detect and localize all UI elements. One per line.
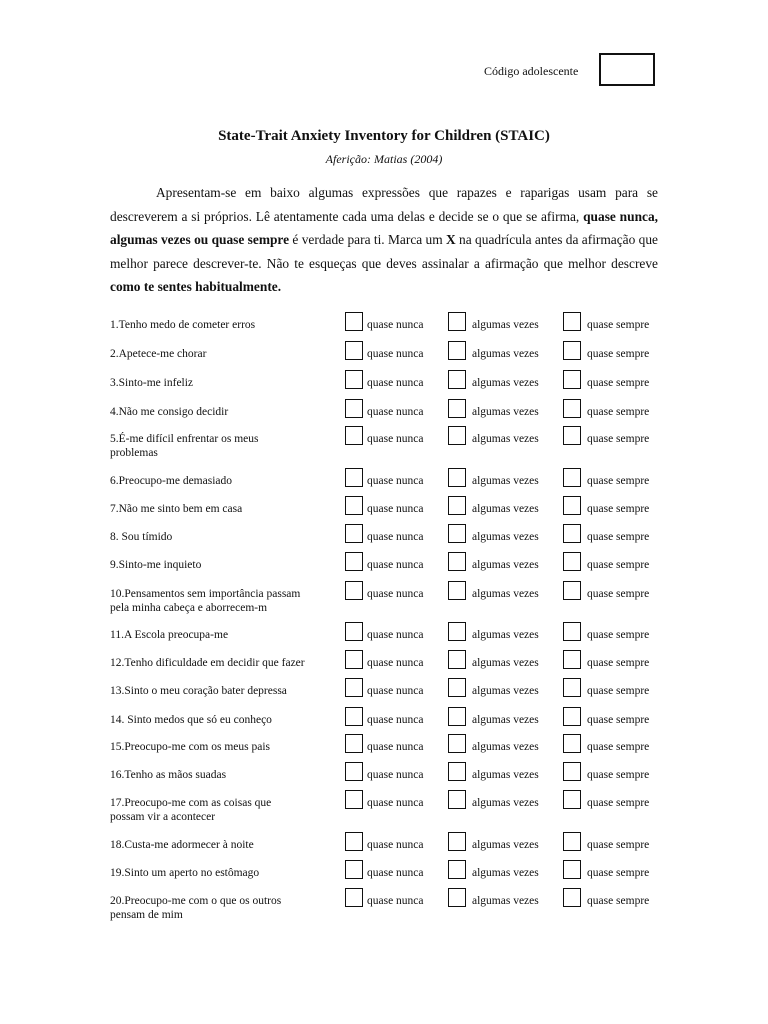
option-label-quase-nunca: quase nunca bbox=[367, 769, 424, 781]
questionnaire-item bbox=[110, 684, 670, 714]
checkbox-algumas-vezes[interactable] bbox=[448, 707, 466, 726]
option-label-algumas-vezes: algumas vezes bbox=[472, 588, 539, 600]
checkbox-algumas-vezes[interactable] bbox=[448, 552, 466, 571]
checkbox-algumas-vezes[interactable] bbox=[448, 312, 466, 331]
item-text-line1: 19.Sinto um aperto no estômago bbox=[110, 867, 260, 879]
checkbox-quase-nunca[interactable] bbox=[345, 426, 363, 445]
item-text-line1: 13.Sinto o meu coração bater depressa bbox=[110, 685, 287, 697]
option-label-algumas-vezes: algumas vezes bbox=[472, 839, 539, 851]
checkbox-quase-sempre[interactable] bbox=[563, 707, 581, 726]
item-text-line2: pensam de mim bbox=[110, 909, 183, 921]
checkbox-algumas-vezes[interactable] bbox=[448, 370, 466, 389]
questionnaire-item bbox=[110, 318, 670, 348]
questionnaire-item bbox=[110, 796, 670, 826]
option-label-algumas-vezes: algumas vezes bbox=[472, 348, 539, 360]
checkbox-quase-sempre[interactable] bbox=[563, 552, 581, 571]
checkbox-quase-sempre[interactable] bbox=[563, 832, 581, 851]
option-label-quase-sempre: quase sempre bbox=[587, 433, 650, 445]
option-label-quase-nunca: quase nunca bbox=[367, 475, 424, 487]
checkbox-quase-sempre[interactable] bbox=[563, 650, 581, 669]
checkbox-algumas-vezes[interactable] bbox=[448, 734, 466, 753]
option-label-quase-nunca: quase nunca bbox=[367, 839, 424, 851]
option-label-algumas-vezes: algumas vezes bbox=[472, 503, 539, 515]
item-text-line1: 9.Sinto-me inquieto bbox=[110, 559, 202, 571]
checkbox-quase-nunca[interactable] bbox=[345, 496, 363, 515]
item-text bbox=[110, 474, 342, 488]
option-label-quase-nunca: quase nunca bbox=[367, 895, 424, 907]
item-text bbox=[110, 838, 342, 852]
questionnaire-item bbox=[110, 587, 670, 617]
option-label-quase-nunca: quase nunca bbox=[367, 377, 424, 389]
item-text bbox=[110, 432, 342, 460]
option-label-algumas-vezes: algumas vezes bbox=[472, 629, 539, 641]
option-label-quase-sempre: quase sempre bbox=[587, 741, 650, 753]
item-text-line2: possam vir a acontecer bbox=[110, 811, 216, 823]
checkbox-quase-nunca[interactable] bbox=[345, 650, 363, 669]
item-text bbox=[110, 405, 342, 419]
instructions-bold-3: como te sentes habitualmente. bbox=[110, 279, 282, 294]
checkbox-algumas-vezes[interactable] bbox=[448, 762, 466, 781]
item-text-line1: 8. Sou tímido bbox=[110, 531, 173, 543]
option-label-quase-sempre: quase sempre bbox=[587, 714, 650, 726]
questionnaire-item bbox=[110, 628, 670, 658]
item-text-line1: 11.A Escola preocupa-me bbox=[110, 629, 229, 641]
checkbox-algumas-vezes[interactable] bbox=[448, 832, 466, 851]
checkbox-quase-sempre[interactable] bbox=[563, 678, 581, 697]
checkbox-quase-nunca[interactable] bbox=[345, 312, 363, 331]
option-label-quase-sempre: quase sempre bbox=[587, 839, 650, 851]
instructions-bold-1: quase nunca, algumas vezes ou quase sempre bbox=[110, 208, 659, 247]
checkbox-algumas-vezes[interactable] bbox=[448, 341, 466, 360]
questionnaire-item bbox=[110, 713, 670, 743]
checkbox-quase-sempre[interactable] bbox=[563, 341, 581, 360]
option-label-quase-nunca: quase nunca bbox=[367, 319, 424, 331]
option-label-quase-sempre: quase sempre bbox=[587, 319, 650, 331]
checkbox-quase-sempre[interactable] bbox=[563, 524, 581, 543]
checkbox-quase-nunca[interactable] bbox=[345, 622, 363, 641]
item-text bbox=[110, 740, 342, 754]
checkbox-quase-nunca[interactable] bbox=[345, 399, 363, 418]
option-label-quase-sempre: quase sempre bbox=[587, 531, 650, 543]
questionnaire-item bbox=[110, 656, 670, 686]
item-text bbox=[110, 530, 342, 544]
option-label-quase-nunca: quase nunca bbox=[367, 559, 424, 571]
checkbox-quase-nunca[interactable] bbox=[345, 888, 363, 907]
checkbox-quase-nunca[interactable] bbox=[345, 370, 363, 389]
item-text-line1: 15.Preocupo-me com os meus pais bbox=[110, 741, 271, 753]
item-text-line1: 1.Tenho medo de cometer erros bbox=[110, 319, 256, 331]
checkbox-quase-nunca[interactable] bbox=[345, 860, 363, 879]
option-label-quase-nunca: quase nunca bbox=[367, 741, 424, 753]
checkbox-algumas-vezes[interactable] bbox=[448, 496, 466, 515]
item-text-line1: 12.Tenho dificuldade em decidir que fazer bbox=[110, 657, 305, 669]
questionnaire-item bbox=[110, 740, 670, 770]
checkbox-quase-nunca[interactable] bbox=[345, 341, 363, 360]
option-label-algumas-vezes: algumas vezes bbox=[472, 797, 539, 809]
code-input-box[interactable] bbox=[599, 53, 655, 86]
checkbox-quase-sempre[interactable] bbox=[563, 734, 581, 753]
checkbox-quase-sempre[interactable] bbox=[563, 312, 581, 331]
option-label-algumas-vezes: algumas vezes bbox=[472, 685, 539, 697]
item-text-line1: 6.Preocupo-me demasiado bbox=[110, 475, 232, 487]
option-label-algumas-vezes: algumas vezes bbox=[472, 741, 539, 753]
item-text bbox=[110, 768, 342, 782]
checkbox-quase-sempre[interactable] bbox=[563, 426, 581, 445]
option-label-quase-nunca: quase nunca bbox=[367, 348, 424, 360]
item-text bbox=[110, 502, 342, 516]
item-text-line1: 14. Sinto medos que só eu conheço bbox=[110, 714, 272, 726]
option-label-quase-nunca: quase nunca bbox=[367, 531, 424, 543]
questionnaire-item bbox=[110, 502, 670, 532]
checkbox-quase-nunca[interactable] bbox=[345, 524, 363, 543]
item-text bbox=[110, 558, 342, 572]
questionnaire-item bbox=[110, 530, 670, 560]
item-text-line1: 7.Não me sinto bem em casa bbox=[110, 503, 243, 515]
option-label-quase-sempre: quase sempre bbox=[587, 657, 650, 669]
option-label-quase-sempre: quase sempre bbox=[587, 769, 650, 781]
option-label-algumas-vezes: algumas vezes bbox=[472, 714, 539, 726]
questionnaire-item bbox=[110, 474, 670, 504]
checkbox-algumas-vezes[interactable] bbox=[448, 860, 466, 879]
item-text bbox=[110, 796, 342, 824]
option-label-quase-sempre: quase sempre bbox=[587, 895, 650, 907]
checkbox-quase-nunca[interactable] bbox=[345, 734, 363, 753]
item-text bbox=[110, 587, 342, 615]
option-label-algumas-vezes: algumas vezes bbox=[472, 433, 539, 445]
questionnaire-item bbox=[110, 347, 670, 377]
checkbox-quase-nunca[interactable] bbox=[345, 762, 363, 781]
item-text bbox=[110, 684, 342, 698]
checkbox-algumas-vezes[interactable] bbox=[448, 524, 466, 543]
checkbox-quase-sempre[interactable] bbox=[563, 496, 581, 515]
item-text bbox=[110, 894, 342, 922]
checkbox-algumas-vezes[interactable] bbox=[448, 426, 466, 445]
checkbox-algumas-vezes[interactable] bbox=[448, 650, 466, 669]
item-text-line1: 5.É-me difícil enfrentar os meus bbox=[110, 433, 259, 445]
checkbox-quase-sempre[interactable] bbox=[563, 888, 581, 907]
option-label-quase-nunca: quase nunca bbox=[367, 629, 424, 641]
checkbox-algumas-vezes[interactable] bbox=[448, 622, 466, 641]
checkbox-algumas-vezes[interactable] bbox=[448, 399, 466, 418]
item-text bbox=[110, 628, 342, 642]
item-text-line1: 2.Apetece-me chorar bbox=[110, 348, 207, 360]
instructions-text-3: na quadrícula antes da afirmação que melhor parece descrever-te. Não te esqueças que deves assinalar a afirmação que melhor descreve bbox=[110, 232, 658, 271]
questionnaire-item bbox=[110, 838, 670, 868]
option-label-quase-sempre: quase sempre bbox=[587, 867, 650, 879]
checkbox-algumas-vezes[interactable] bbox=[448, 468, 466, 487]
item-text bbox=[110, 656, 342, 670]
option-label-quase-nunca: quase nunca bbox=[367, 433, 424, 445]
option-label-quase-sempre: quase sempre bbox=[587, 797, 650, 809]
option-label-quase-sempre: quase sempre bbox=[587, 685, 650, 697]
item-text-line2: problemas bbox=[110, 447, 158, 459]
questionnaire-item bbox=[110, 376, 670, 406]
option-label-algumas-vezes: algumas vezes bbox=[472, 319, 539, 331]
instructions-text-1: Apresentam-se em baixo algumas expressões que rapazes e raparigas usam para se descreverem a si próprios. Lê atentamente cada uma delas e decide se o que se afirma, bbox=[110, 185, 658, 224]
checkbox-algumas-vezes[interactable] bbox=[448, 581, 466, 600]
checkbox-quase-nunca[interactable] bbox=[345, 468, 363, 487]
option-label-quase-sempre: quase sempre bbox=[587, 503, 650, 515]
checkbox-quase-sempre[interactable] bbox=[563, 581, 581, 600]
option-label-quase-sempre: quase sempre bbox=[587, 406, 650, 418]
option-label-quase-nunca: quase nunca bbox=[367, 657, 424, 669]
code-label: Código adolescente bbox=[484, 64, 579, 78]
option-label-quase-nunca: quase nunca bbox=[367, 714, 424, 726]
item-text-line1: 4.Não me consigo decidir bbox=[110, 406, 229, 418]
checkbox-quase-sempre[interactable] bbox=[563, 370, 581, 389]
instructions-text-2: é verdade para ti. Marca um bbox=[289, 232, 447, 247]
option-label-quase-nunca: quase nunca bbox=[367, 867, 424, 879]
option-label-algumas-vezes: algumas vezes bbox=[472, 769, 539, 781]
checkbox-quase-sempre[interactable] bbox=[563, 468, 581, 487]
option-label-algumas-vezes: algumas vezes bbox=[472, 559, 539, 571]
instructions-bold-2: X bbox=[446, 232, 456, 247]
page-subtitle: Aferição: Matias (2004) bbox=[325, 152, 443, 166]
option-label-algumas-vezes: algumas vezes bbox=[472, 867, 539, 879]
option-label-algumas-vezes: algumas vezes bbox=[472, 657, 539, 669]
item-text-line1: 10.Pensamentos sem importância passam bbox=[110, 588, 301, 600]
option-label-quase-sempre: quase sempre bbox=[587, 377, 650, 389]
item-text-line1: 16.Tenho as mãos suadas bbox=[110, 769, 227, 781]
page-title: State-Trait Anxiety Inventory for Children (STAIC) bbox=[218, 128, 550, 144]
item-text-line1: 17.Preocupo-me com as coisas que bbox=[110, 797, 272, 809]
option-label-quase-nunca: quase nunca bbox=[367, 797, 424, 809]
checkbox-quase-nunca[interactable] bbox=[345, 552, 363, 571]
checkbox-quase-nunca[interactable] bbox=[345, 832, 363, 851]
checkbox-algumas-vezes[interactable] bbox=[448, 678, 466, 697]
checkbox-quase-nunca[interactable] bbox=[345, 678, 363, 697]
option-label-quase-nunca: quase nunca bbox=[367, 685, 424, 697]
item-text bbox=[110, 866, 342, 880]
questionnaire-item bbox=[110, 432, 670, 462]
option-label-quase-nunca: quase nunca bbox=[367, 588, 424, 600]
item-text-line1: 18.Custa-me adormecer à noite bbox=[110, 839, 254, 851]
questionnaire-item bbox=[110, 405, 670, 435]
option-label-quase-sempre: quase sempre bbox=[587, 348, 650, 360]
checkbox-quase-sempre[interactable] bbox=[563, 399, 581, 418]
checkbox-quase-sempre[interactable] bbox=[563, 790, 581, 809]
checkbox-quase-nunca[interactable] bbox=[345, 581, 363, 600]
questionnaire-item bbox=[110, 866, 670, 896]
option-label-quase-sempre: quase sempre bbox=[587, 629, 650, 641]
option-label-quase-sempre: quase sempre bbox=[587, 475, 650, 487]
option-label-algumas-vezes: algumas vezes bbox=[472, 895, 539, 907]
item-text bbox=[110, 713, 342, 727]
checkbox-quase-nunca[interactable] bbox=[345, 790, 363, 809]
checkbox-quase-sempre[interactable] bbox=[563, 762, 581, 781]
option-label-quase-nunca: quase nunca bbox=[367, 406, 424, 418]
item-text bbox=[110, 347, 342, 361]
checkbox-quase-nunca[interactable] bbox=[345, 707, 363, 726]
option-label-algumas-vezes: algumas vezes bbox=[472, 377, 539, 389]
option-label-algumas-vezes: algumas vezes bbox=[472, 531, 539, 543]
checkbox-quase-sempre[interactable] bbox=[563, 622, 581, 641]
option-label-quase-nunca: quase nunca bbox=[367, 503, 424, 515]
questionnaire-item bbox=[110, 894, 670, 924]
item-text bbox=[110, 318, 342, 332]
questionnaire-item bbox=[110, 768, 670, 798]
option-label-quase-sempre: quase sempre bbox=[587, 588, 650, 600]
item-text bbox=[110, 376, 342, 390]
checkbox-algumas-vezes[interactable] bbox=[448, 790, 466, 809]
item-text-line2: pela minha cabeça e aborrecem-m bbox=[110, 602, 268, 614]
instructions-paragraph bbox=[110, 181, 658, 299]
option-label-quase-sempre: quase sempre bbox=[587, 559, 650, 571]
questionnaire-item bbox=[110, 558, 670, 588]
item-text-line1: 20.Preocupo-me com o que os outros bbox=[110, 895, 282, 907]
checkbox-algumas-vezes[interactable] bbox=[448, 888, 466, 907]
checkbox-quase-sempre[interactable] bbox=[563, 860, 581, 879]
option-label-algumas-vezes: algumas vezes bbox=[472, 475, 539, 487]
item-text-line1: 3.Sinto-me infeliz bbox=[110, 377, 194, 389]
option-label-algumas-vezes: algumas vezes bbox=[472, 406, 539, 418]
